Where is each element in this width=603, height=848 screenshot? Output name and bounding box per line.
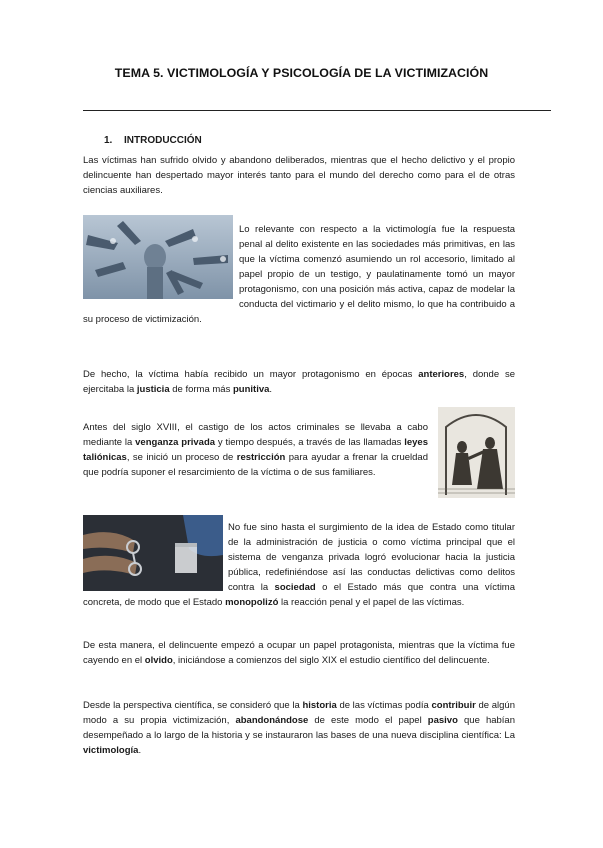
paragraph-4: Antes del siglo XVIII, el castigo de los actos criminales se llevaba a cabo mediante la venganza privada y tiempo después, a través de las llamadas leyes taliónicas, se inició un proceso de restricción para ayudar a frenar la crueldad que podría suponer el resarcimiento de la víctima o de sus familiares. (83, 422, 428, 478)
wrap-spacer (83, 222, 239, 305)
paragraph-2: Lo relevante con respecto a la victimología fue la respuesta penal al delito existente en las sociedades más primitivas, en las que la víctima comenzó asumiendo un rol accesorio, limitado al papel propio de un testigo, y paulatinamente tomó un mayor protagonismo, con una posición más activa, capaz de modelar la conducta del victimario y el delito mismo, lo que ha contribuido a su proceso de victimización. (83, 224, 515, 325)
paragraph-3: De hecho, la víctima había recibido un mayor protagonismo en épocas anteriores, donde se ejercitaba la justicia de forma más punitiva. (83, 369, 515, 395)
paragraph-1: Las víctimas han sufrido olvido y abandono deliberados, mientras que el hecho delictivo y el propio delincuente han despertado mayor interés tanto para el mundo del derecho como para el de otras ciencias auxiliares. (83, 155, 515, 196)
paragraph-5: No fue sino hasta el surgimiento de la idea de Estado como titular de la administración de justicia o como víctima principal que el sistema de venganza privada logró evolucionar hacia la justicia pública, redefiniéndose así las conductas delictivas como delitos contra la sociedad o el Estado más que contra una víctima concreta, de modo que el Estado monopolizó la reacción penal y el papel de las víctimas. (83, 522, 516, 608)
section-heading (104, 135, 202, 146)
historical-engraving-image (438, 407, 515, 498)
paragraph-7: Desde la perspectiva científica, se consideró que la historia de las víctimas podía contribuir de algún modo a su propia victimización, abandonándose de este modo el papel pasivo que habían desempeñado a lo largo de la historia y se instauraron las bases de una nueva disciplina científica: La victimología. (83, 700, 516, 756)
paragraph-6: De esta manera, el delincuente empezó a ocupar un papel protagonista, mientras que la víctima fue cayendo en el olvido, iniciándose a comienzos del siglo XIX el estudio científico del delincuente. (83, 640, 515, 666)
page-title: TEMA 5. VICTIMOLOGÍA Y PSICOLOGÍA DE LA VICTIMIZACIÓN (114, 66, 489, 80)
title-divider (83, 110, 551, 111)
section-number: 1. (104, 135, 113, 146)
section-title: INTRODUCCIÓN (124, 135, 202, 146)
wrap-spacer (83, 520, 228, 592)
